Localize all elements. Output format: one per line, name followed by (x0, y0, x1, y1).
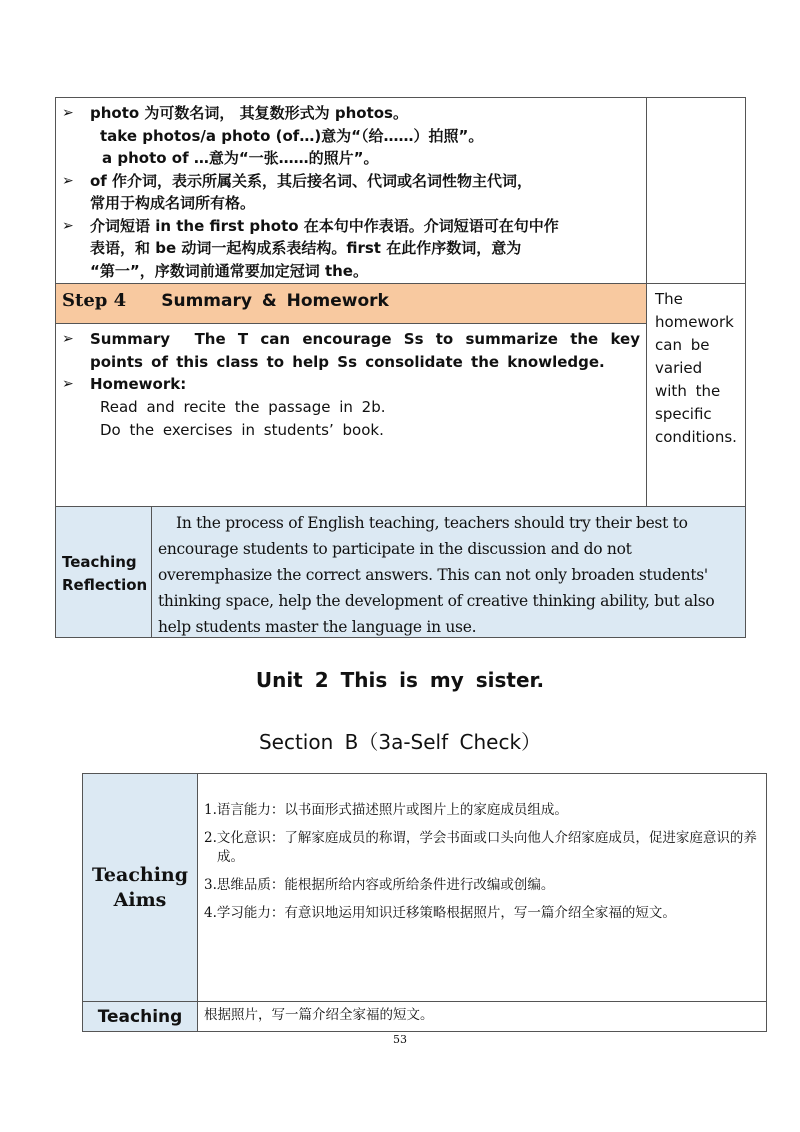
grammar-notes-cell (55, 97, 647, 284)
step-title: Summary & Homework (161, 291, 389, 311)
summary-label: Summary (90, 330, 171, 348)
homework-note-cell (646, 283, 746, 507)
grammar-bullet-1 (56, 102, 646, 170)
grammar-note-cell (646, 97, 746, 284)
arrow-bullet-icon: ➢ (62, 217, 74, 234)
grammar-bullet-list (56, 102, 646, 282)
unit-title: Unit 2 This is my sister. (255, 668, 545, 692)
next-content-cell (197, 1001, 767, 1032)
grammar-line: photo 为可数名词， 其复数形式为 photos。 (90, 104, 408, 122)
aims-label: Teaching Aims (91, 863, 189, 911)
aims-label-cell (82, 773, 198, 1002)
reflection-label: Teaching Reflection (62, 553, 148, 594)
next-label: Teaching (97, 1007, 183, 1027)
next-text: 根据照片，写一篇介绍全家福的短文。 (204, 1007, 434, 1023)
homework-item: Do the exercises in students’ book. (100, 420, 384, 439)
aim-item-2: 2.文化意识：了解家庭成员的称谓，学会书面或口头向他人介绍家庭成员，促进家庭意识的养成。 (204, 830, 757, 865)
grammar-bullet-3 (56, 215, 646, 283)
arrow-bullet-icon: ➢ (62, 105, 74, 121)
homework-label: Homework: (90, 375, 187, 393)
summary-homework-cell (55, 323, 647, 507)
arrow-bullet-icon: ➢ (62, 376, 74, 392)
homework-bullet (56, 373, 640, 396)
reflection-text-cell (151, 506, 746, 638)
grammar-line: 表语，和 be 动词一起构成系表结构。first 在此作序数词，意为 (90, 239, 522, 257)
homework-note-text: The homework can be varied with the specific conditions. (655, 290, 737, 446)
grammar-bullet-2 (56, 170, 646, 215)
grammar-line: 常用于构成名词所有格。 (90, 194, 256, 212)
step-label: Step 4 (62, 290, 127, 311)
homework-items (56, 396, 640, 442)
summary-bullet (56, 328, 640, 373)
grammar-line: “第一”，序数词前通常要加定冠词 the。 (90, 261, 368, 280)
step-header-bar (55, 283, 647, 324)
reflection-text: In the process of English teaching, teachers should try their best to encourage students to participate in the discussion and do not overemphasize the correct answers. This can not only broaden students' thinking space, help the development of creative thinking ability, but also help students master the language in use. (158, 514, 715, 636)
homework-item: Read and recite the passage in 2b. (100, 397, 386, 416)
next-label-cell (82, 1001, 198, 1032)
summary-text: The T can encourage Ss to summarize the key points of this class to help Ss consolidate the knowledge. (90, 330, 640, 371)
grammar-line: of 作介词，表示所属关系，其后接名词、代词或名词性物主代词， (90, 171, 533, 190)
section-title: Section B（3a-Self Check） (258, 730, 542, 754)
page-number: 53 (393, 1033, 407, 1046)
aim-item-4: 4.学习能力：有意识地运用知识迁移策略根据照片，写一篇介绍全家福的短文。 (204, 905, 676, 921)
summary-bullet-list (56, 328, 640, 396)
grammar-line: a photo of …意为“一张……的照片”。 (102, 149, 379, 167)
aims-content-cell (197, 773, 767, 1002)
grammar-line: take photos/a photo (of…)意为“（给……）拍照”。 (100, 126, 484, 145)
aim-item-1: 1.语言能力：以书面形式描述照片或图片上的家庭成员组成。 (204, 802, 568, 818)
aim-item-3: 3.思维品质：能根据所给内容或所给条件进行改编或创编。 (204, 877, 555, 893)
grammar-line: 介词短语 in the first photo 在本句中作表语。介词短语可在句中作 (90, 216, 559, 235)
arrow-bullet-icon: ➢ (62, 331, 74, 347)
arrow-bullet-icon: ➢ (62, 172, 74, 189)
reflection-label-cell (55, 506, 152, 638)
